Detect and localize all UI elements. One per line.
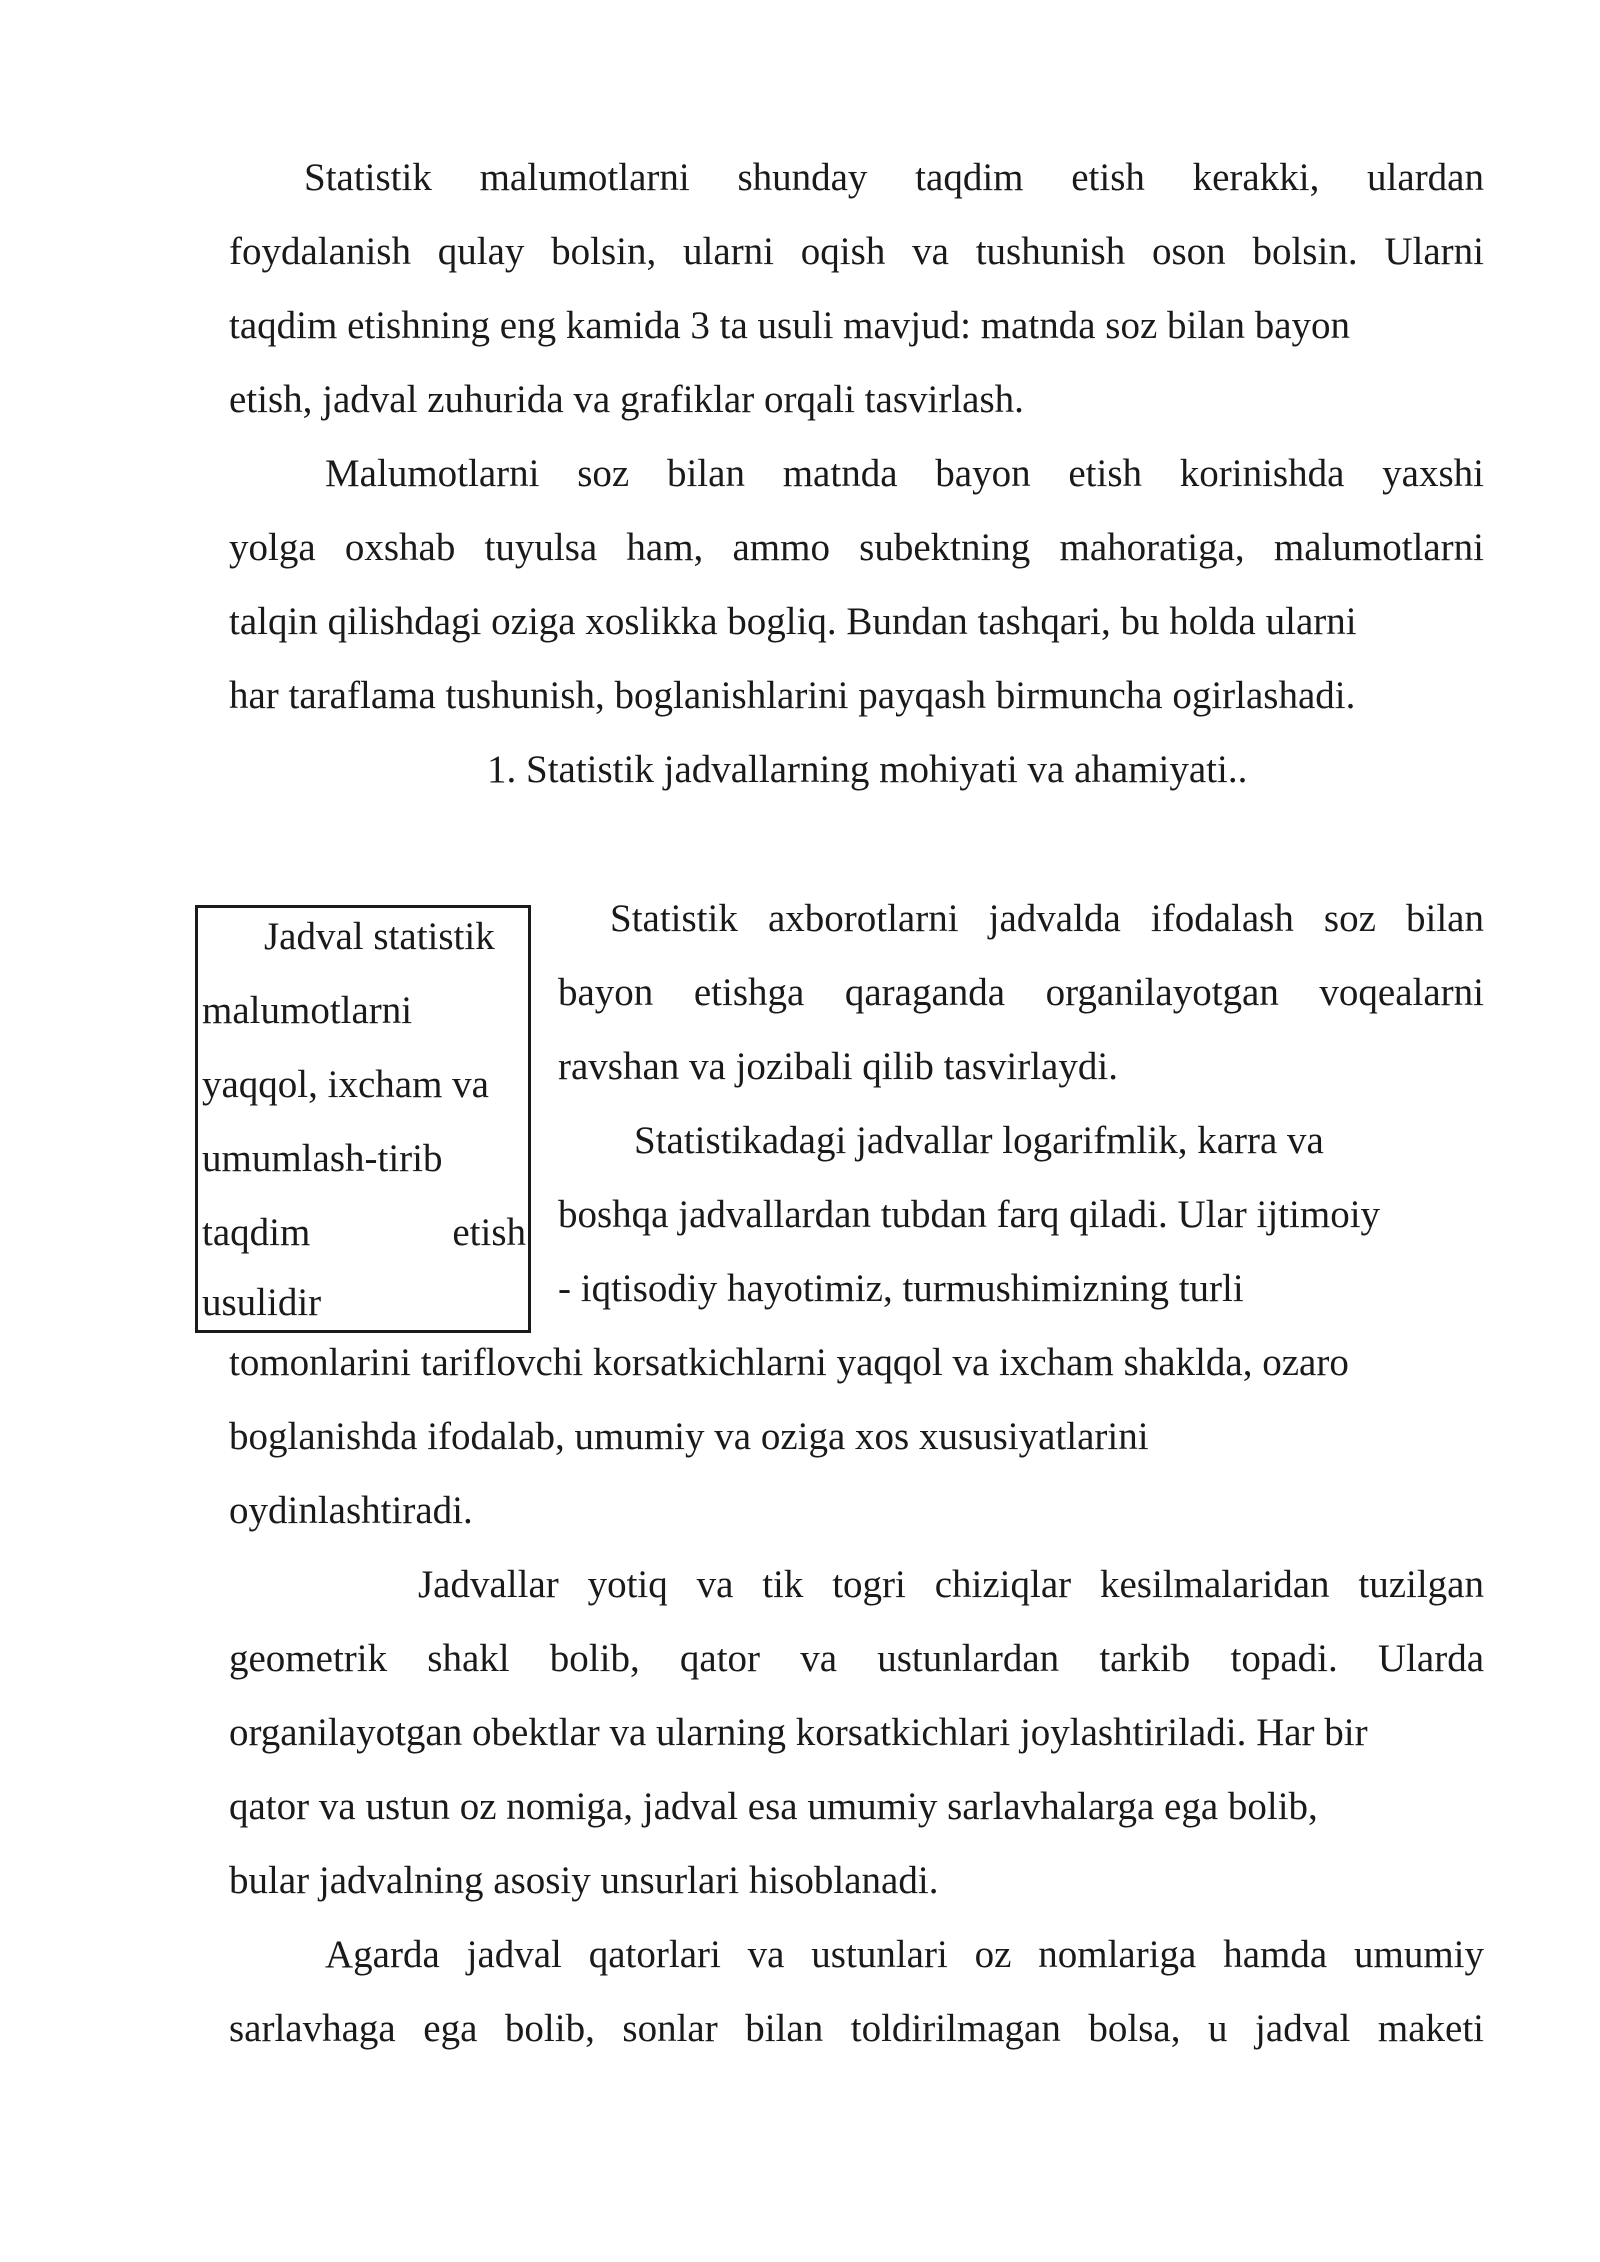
paragraph-1-line: Statistik malumotlarni shunday taqdim etish kerakki, ulardan [304, 156, 1484, 199]
paragraph-5-line: qator va ustun oz nomiga, jadval esa umumiy sarlavhalarga ega bolib, [229, 1785, 1318, 1828]
paragraph-1-line: etish, jadval zuhurida va grafiklar orqali tasvirlash. [229, 378, 1024, 421]
paragraph-5-line: Jadvallar yotiq va tik togri chiziqlar kesilmalaridan tuzilgan [418, 1563, 1484, 1606]
paragraph-4-line: oydinlashtiradi. [229, 1489, 473, 1532]
paragraph-4-line: Statistikadagi jadvallar logarifmlik, karra va [634, 1119, 1324, 1162]
callout-line: taqdim etish [202, 1211, 526, 1254]
paragraph-4-line: - iqtisodiy hayotimiz, turmushimizning turli [558, 1267, 1244, 1310]
paragraph-2-line: Malumotlarni soz bilan matnda bayon etish korinishda yaxshi [325, 452, 1484, 495]
paragraph-5-line: bular jadvalning asosiy unsurlari hisoblanadi. [229, 1859, 939, 1902]
paragraph-1-line: foydalanish qulay bolsin, ularni oqish va tushunish oson bolsin. Ularni [229, 230, 1484, 273]
paragraph-3-line: ravshan va jozibali qilib tasvirlaydi. [558, 1045, 1118, 1088]
paragraph-4-line: boshqa jadvallardan tubdan farq qiladi. Ular ijtimoiy [558, 1193, 1381, 1236]
paragraph-6-line: Agarda jadval qatorlari va ustunlari oz nomlariga hamda umumiy [325, 1933, 1484, 1976]
callout-line: usulidir [202, 1281, 322, 1324]
paragraph-4-line: tomonlarini tariflovchi korsatkichlarni yaqqol va ixcham shaklda, ozaro [229, 1341, 1349, 1384]
section-heading: 1. Statistik jadvallarning mohiyati va ahamiyati.. [487, 748, 1248, 791]
paragraph-3-line: bayon etishga qaraganda organilayotgan voqealarni [558, 971, 1484, 1014]
paragraph-3-line: Statistik axborotlarni jadvalda ifodalash soz bilan [610, 897, 1484, 940]
paragraph-2-line: har taraflama tushunish, boglanishlarini payqash birmuncha ogirlashadi. [229, 674, 1356, 717]
paragraph-5-line: organilayotgan obektlar va ularning korsatkichlari joylashtiriladi. Har bir [229, 1711, 1368, 1754]
paragraph-4-line: boglanishda ifodalab, umumiy va oziga xos xususiyatlarini [229, 1415, 1149, 1458]
callout-line: malumotlarni [202, 989, 413, 1032]
callout-line: Jadval statistik [264, 915, 495, 958]
paragraph-2-line: yolga oxshab tuyulsa ham, ammo subektning mahoratiga, malumotlarni [229, 526, 1484, 569]
callout-box [195, 905, 531, 1333]
paragraph-1-line: taqdim etishning eng kamida 3 ta usuli mavjud: matnda soz bilan bayon [229, 304, 1351, 347]
callout-line: yaqqol, ixcham va [202, 1063, 489, 1106]
callout-line: umumlash-tirib [202, 1137, 443, 1180]
paragraph-2-line: talqin qilishdagi oziga xoslikka bogliq. Bundan tashqari, bu holda ularni [229, 600, 1357, 643]
paragraph-5-line: geometrik shakl bolib, qator va ustunlardan tarkib topadi. Ularda [229, 1637, 1484, 1680]
paragraph-6-line: sarlavhaga ega bolib, sonlar bilan toldirilmagan bolsa, u jadval maketi [229, 2007, 1484, 2050]
